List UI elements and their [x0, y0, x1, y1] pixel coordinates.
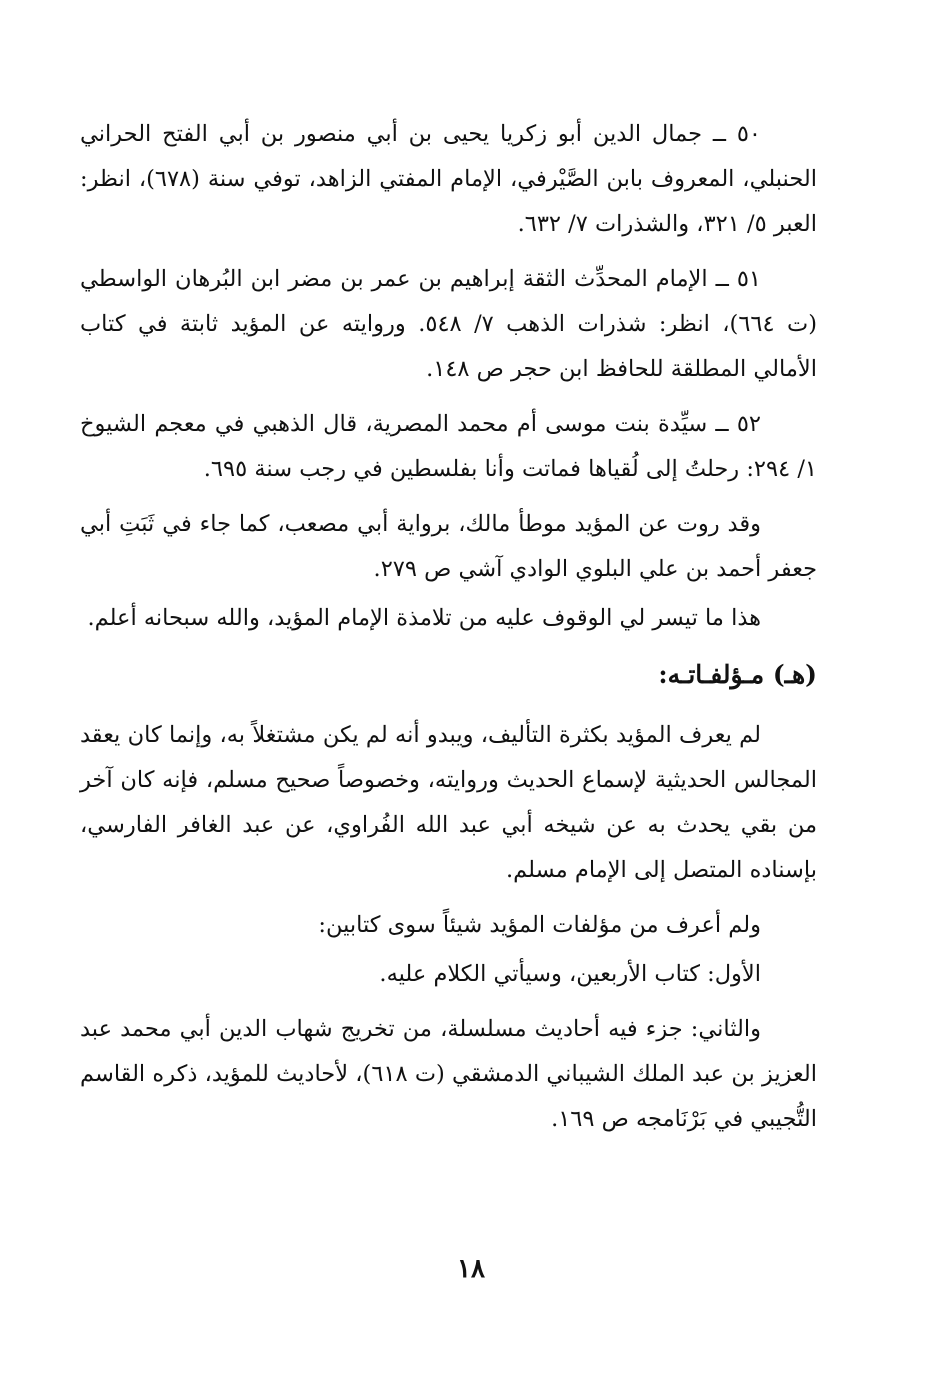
- note-conclusion: هذا ما تيسر لي الوقوف عليه من تلامذة الإمام المؤيد، والله سبحانه أعلم.: [87, 605, 761, 631]
- section-heading: (هـ) مـؤلفـاتـه:: [658, 660, 817, 689]
- note-muwatta: وقد روت عن المؤيد موطأ مالك، برواية أبي مصعب، كما جاء في ثَبَتِ أبي جعفر أحمد بن علي البلوي الوادي آشي ص ٢٧٩.: [80, 511, 817, 582]
- entry-52: ٥٢ ــ سيِّدة بنت موسى أم محمد المصرية، قال الذهبي في معجم الشيوخ ١/ ٢٩٤: رحلتُ إلى لُقياها فماتت وأنا بفلسطين في رجب سنة ٦٩٥.: [80, 411, 817, 482]
- entry-50: ٥٠ ــ جمال الدين أبو زكريا يحيى بن أبي منصور بن أبي الفتح الحراني الحنبلي، المعروف بابن الصَّيْرفي، الإمام المفتي الزاهد، توفي سنة (٦٧٨)، انظر: العبر ٥/ ٣٢١، والشذرات ٧/ ٦٣٢.: [80, 121, 817, 237]
- page-body: [80, 112, 817, 1152]
- page-number: ١٨: [457, 1254, 485, 1284]
- section-paragraph-second-book: والثاني: جزء فيه أحاديث مسلسلة، من تخريج شهاب الدين أبي محمد عبد العزيز بن عبد الملك الشيباني الدمشقي (ت ٦١٨)، لأحاديث للمؤيد، ذكره القاسم التُّجيبي في بَرْنَامجه ص ١٦٩.: [80, 1016, 817, 1132]
- section-paragraph-intro: لم يعرف المؤيد بكثرة التأليف، ويبدو أنه لم يكن مشتغلاً به، وإنما كان يعقد المجالس الحديثية لإسماع الحديث وروايته، وخصوصاً صحيح مسلم، فإنه كان آخر من بقي يحدث به عن شيخه أبي عبد الله الفُراوي، عن عبد الغافر الفارسي، بإسناده المتصل إلى الإمام مسلم.: [80, 722, 817, 883]
- section-paragraph-first-book: الأول: كتاب الأربعين، وسيأتي الكلام عليه.: [379, 961, 761, 987]
- section-paragraph-books: ولم أعرف من مؤلفات المؤيد شيئاً سوى كتابين:: [318, 912, 761, 938]
- entry-51: ٥١ ــ الإمام المحدِّث الثقة إبراهيم بن عمر بن مضر ابن البُرهان الواسطي (ت ٦٦٤)، انظر: شذرات الذهب ٧/ ٥٤٨. وروايته عن المؤيد ثابتة في كتاب الأمالي المطلقة للحافظ ابن حجر ص ١٤٨.: [80, 266, 818, 382]
